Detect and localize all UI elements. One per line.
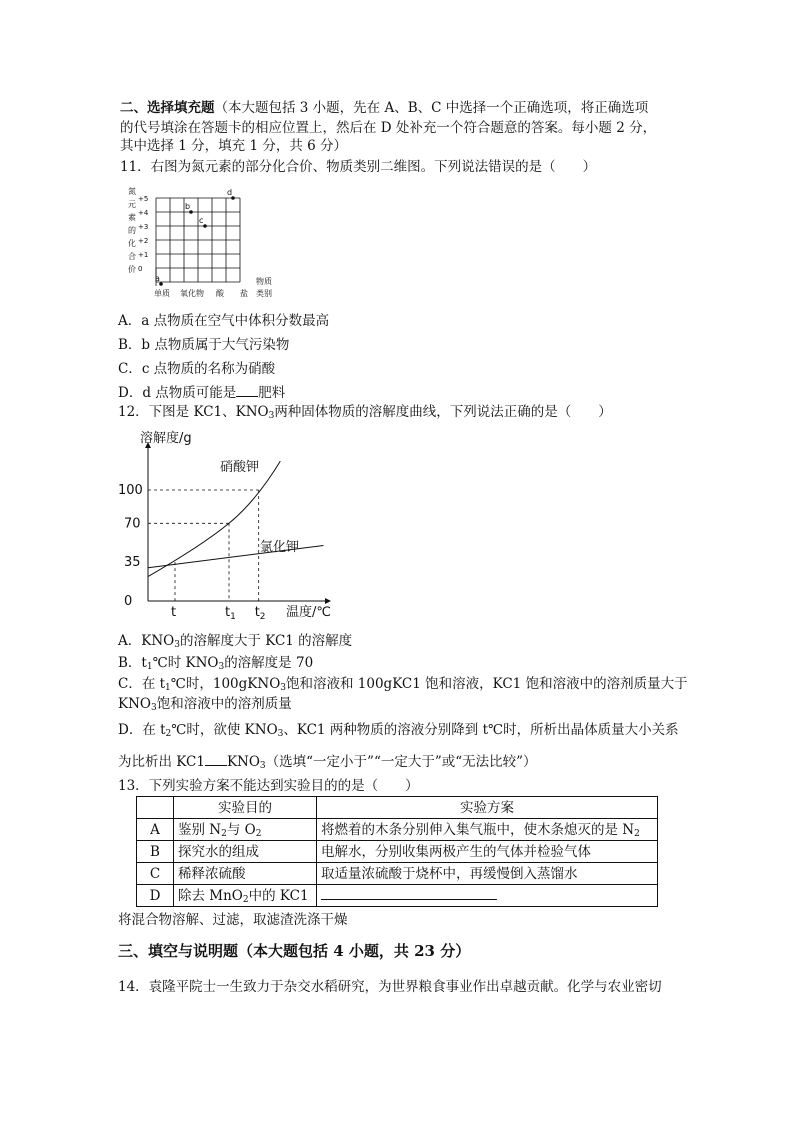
y-tick-label: +3: [138, 223, 149, 231]
series-label: 硝酸钾: [220, 460, 260, 475]
y-axis-label: 溶解度/g: [140, 431, 192, 446]
q11-valence-chart: [124, 184, 284, 304]
y-tick-label: 35: [124, 555, 141, 571]
y-tick-label: +2: [138, 237, 149, 245]
table-header-goal: 实验目的: [174, 797, 317, 819]
y-tick-label: +4: [138, 209, 149, 217]
data-point: [203, 224, 207, 228]
point-label: d: [227, 188, 233, 197]
table-row: D 除去 MnO$_2$中的 KC1: [137, 885, 658, 907]
q11-option-a: A．a 点物质在空气中体积分数最高: [118, 313, 330, 329]
y-axis-label-char: 价: [128, 265, 136, 274]
q13-note: 将混合物溶解、过滤，取滤渣洗涤干燥: [118, 912, 348, 928]
x-category-label: 氧化物: [180, 289, 204, 298]
q12-option-b: B．$t_1℃$时 $KNO_3$的溶解度是 70: [118, 655, 314, 672]
section2-intro-line3: 其中选择 1 分，填充 1 分，共 6 分）: [120, 138, 348, 154]
q11-xlabel-1: 物质: [256, 277, 272, 286]
x-axis-label: 温度/℃: [286, 605, 331, 620]
y-axis-label-char: 氮: [128, 187, 136, 196]
q12-option-c-line1: C．在 $t_1℃$时，100gKNO$_3$饱和溶液和 100gKC1 饱和溶液，KC1 饱和溶液中的溶剂质量大于: [118, 676, 688, 693]
y-tick-label: 70: [124, 516, 141, 532]
q13-d-blank: [321, 887, 497, 900]
point-label: b: [185, 202, 191, 211]
q11-stem: 11．右图为氮元素的部分化合价、物质类别二维图。下列说法错误的是（ ）: [120, 159, 597, 175]
q11-option-c: C．c 点物质的名称为硝酸: [118, 361, 276, 377]
q12-stem: 12．下图是 KC1、$KNO_3$两种固体物质的溶解度曲线，下列说法正确的是（ ）: [118, 404, 612, 421]
section3-heading: 三、填空与说明题（本大题包括 4 小题，共 23 分）: [118, 942, 471, 960]
y-axis-label-char: 元: [128, 200, 136, 209]
x-category-label: 盐: [240, 289, 248, 298]
table-row: B 探究水的组成 电解水，分别收集两极产生的气体并检验气体: [137, 841, 658, 863]
table-header-plan: 实验方案: [317, 797, 658, 819]
point-label: c: [199, 216, 204, 225]
x-tick-label: $t_1$: [225, 605, 236, 622]
q11-xlabel-2: 类别: [256, 289, 272, 298]
section2-intro-line2: 的代号填涂在答题卡的相应位置上，然后在 D 处补充一个符合题意的答案。每小题 2 分，: [120, 120, 657, 136]
section2-heading: 二、选择填充题: [120, 100, 215, 116]
series-label: 氯化钾: [260, 540, 300, 555]
x-tick-subscript: 2: [259, 612, 266, 622]
y-axis-label-char: 的: [128, 226, 136, 235]
q12-option-d-line2: 为比析出 KC1 $KNO_3$（选填“一定小于”“一定大于”或“无法比较”）: [118, 754, 537, 771]
y-axis-label-char: 化: [128, 239, 136, 248]
y-tick-label: 100: [118, 483, 143, 498]
q12-option-d-line1: D．在 $t_2℃$时，欲使 $KNO_3$、KC1 两种物质的溶液分别降到 t℃时，所析出晶体质量大小关系: [118, 722, 679, 739]
section2-intro-line1: 二、选择填充题（本大题包括 3 小题，先在 A、B、C 中选择一个正确选项，将正确选项: [120, 100, 649, 116]
q13-table: [136, 796, 658, 907]
x-tick-label: $t_2$: [254, 605, 266, 622]
q12-solubility-chart: [118, 425, 348, 625]
q12-d-blank: [205, 753, 227, 766]
y-tick-label: +5: [138, 195, 149, 203]
q11-option-b: B．b 点物质属于大气污染物: [118, 337, 290, 353]
table-row: C 稀释浓硫酸 取适量浓硫酸于烧杯中，再缓慢倒入蒸馏水: [137, 863, 658, 885]
q12-option-a: A．$KNO_3$的溶解度大于 KC1 的溶解度: [118, 633, 353, 650]
table-header-row: [137, 797, 658, 819]
x-tick-subscript: 1: [230, 612, 236, 622]
y-axis-label-char: 素: [128, 213, 136, 222]
y-tick-label: 0: [138, 265, 143, 273]
q11-option-d: D．d 点物质可能是 肥料: [118, 385, 286, 401]
q13-stem: 13．下列实验方案不能达到实验目的的是（ ）: [118, 778, 419, 794]
point-label: a: [155, 274, 160, 283]
x-category-label: 酸: [216, 289, 224, 298]
q14-stem: 14．袁隆平院士一生致力于杂交水稻研究，为世界粮食事业作出卓越贡献。化学与农业密切: [118, 979, 662, 995]
q11-d-blank: [236, 384, 258, 397]
y-tick-label: 0: [124, 594, 133, 609]
q12-option-c-line2: $KNO_3$饱和溶液中的溶剂质量: [118, 696, 292, 713]
x-category-label: 单质: [154, 289, 170, 298]
x-tick-label: t: [171, 605, 177, 620]
table-row: A 鉴别 $N_2$与 $O_2$ 将燃着的木条分别伸入集气瓶中，使木条熄灭的是 $N_2$: [137, 819, 658, 841]
y-tick-label: +1: [138, 251, 149, 259]
y-axis-label-char: 合: [128, 252, 136, 261]
